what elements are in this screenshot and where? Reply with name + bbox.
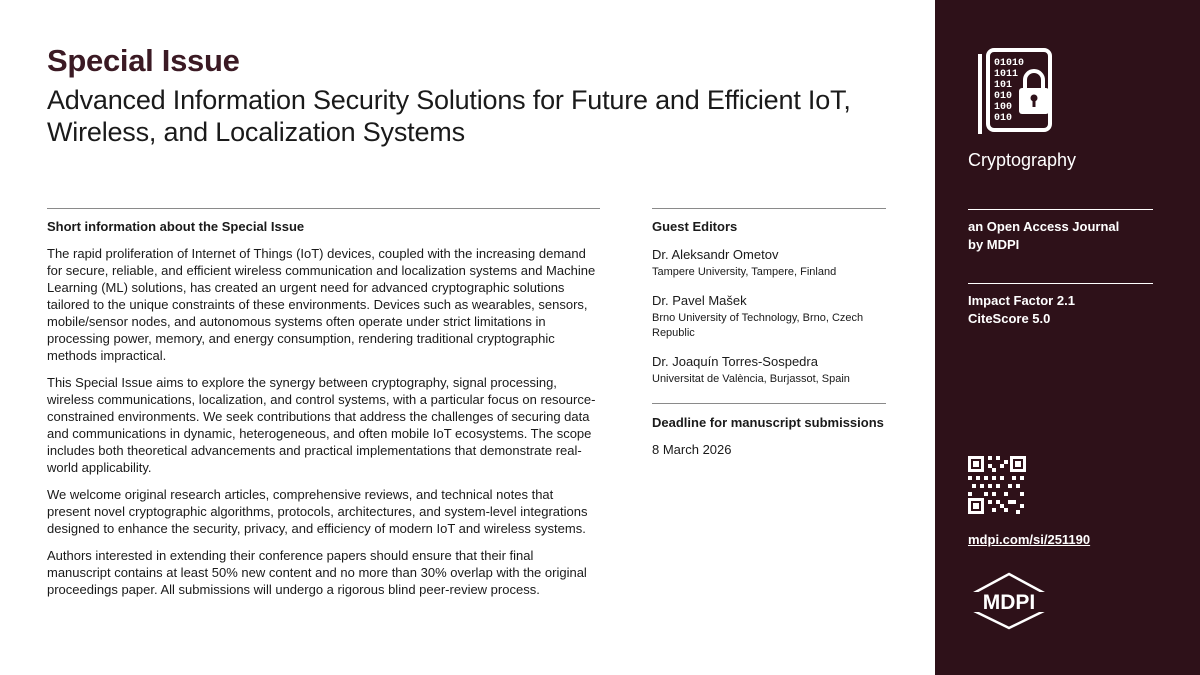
divider	[968, 209, 1153, 210]
binary-line: 101	[994, 80, 1013, 91]
open-access-text	[968, 218, 1119, 254]
editor-affiliation: Brno University of Technology, Brno, Czech Republic	[652, 312, 864, 339]
binary-line: 01010	[994, 58, 1025, 69]
binary-line: 010	[994, 91, 1013, 102]
citescore: CiteScore 5.0	[968, 311, 1051, 326]
info-heading: Short information about the Special Issue	[47, 219, 305, 234]
impact-factor: Impact Factor 2.1	[968, 293, 1075, 308]
deadline-section	[652, 403, 886, 458]
special-issue-title: Advanced Information Security Solutions for Future and Efficient IoT, Wireless, and Localization Systems	[47, 85, 851, 147]
qr-code-icon[interactable]	[968, 456, 1026, 514]
info-paragraph: The rapid proliferation of Internet of Things (IoT) devices, coupled with the increasing demand for secure, reliable, and efficient wireless communication and localization systems and Machine Learning (ML) solutions, has created an urgent need for advanced cryptographic solutions tailored to the unique constraints of these environments. Devices such as wearables, sensors, mobile/sensor nodes, and autonomous systems often operate under strict limitations in processing power, memory, and energy consumption, rendering traditional cryptographic methods impractical.	[47, 246, 596, 363]
editor-name: Dr. Pavel Mašek	[652, 293, 747, 308]
binary-lock-icon	[975, 48, 1055, 138]
mdpi-logo-text: MDPI	[982, 591, 1036, 614]
deadline-date: 8 March 2026	[652, 442, 732, 457]
binary-line: 010	[994, 113, 1013, 124]
metrics-text	[968, 292, 1075, 328]
special-issue-link[interactable]: mdpi.com/si/251190	[968, 532, 1091, 547]
special-issue-label: Special Issue	[47, 43, 240, 78]
info-paragraph: This Special Issue aims to explore the synergy between cryptography, signal processing, wireless communications, localization, and control systems, with a particular focus on resource-constrained environments. We seek contributions that address the challenges of securing data and communications in dynamic, heterogeneous, and often mobile IoT ecosystems. The scope includes both theoretical advancements and practical implementations that demonstrate real-world applicability.	[47, 375, 596, 475]
editors-heading: Guest Editors	[652, 219, 738, 234]
binary-line: 1011	[994, 69, 1019, 80]
editor-entry	[652, 292, 886, 341]
editor-entry	[652, 246, 886, 280]
info-section	[47, 208, 600, 608]
journal-sidebar	[935, 0, 1200, 675]
journal-name: Cryptography	[968, 150, 1077, 170]
divider	[968, 283, 1153, 284]
editor-entry	[652, 353, 886, 387]
info-paragraph: We welcome original research articles, comprehensive reviews, and technical notes that present novel cryptographic algorithms, protocols, architectures, and system-level integrations designed to enhance the security, privacy, and efficiency of modern IoT and wireless systems.	[47, 487, 588, 536]
deadline-heading: Deadline for manuscript submissions	[652, 415, 884, 430]
open-access-line: an Open Access Journal	[968, 219, 1120, 234]
info-paragraph: Authors interested in extending their conference papers should ensure that their final manuscript contains at least 50% new content and no more than 30% overlap with the original proceedings paper. All submissions will undergo a rigorous blind peer-review process.	[47, 548, 587, 597]
publisher-line: by MDPI	[968, 237, 1020, 252]
binary-line: 100	[994, 102, 1013, 113]
editor-name: Dr. Joaquín Torres-Sospedra	[652, 354, 818, 369]
mdpi-logo-icon	[968, 572, 1050, 630]
editors-section	[652, 208, 886, 458]
editor-affiliation: Tampere University, Tampere, Finland	[652, 266, 837, 278]
editor-name: Dr. Aleksandr Ometov	[652, 247, 779, 262]
editor-affiliation: Universitat de València, Burjassot, Spain	[652, 373, 850, 385]
